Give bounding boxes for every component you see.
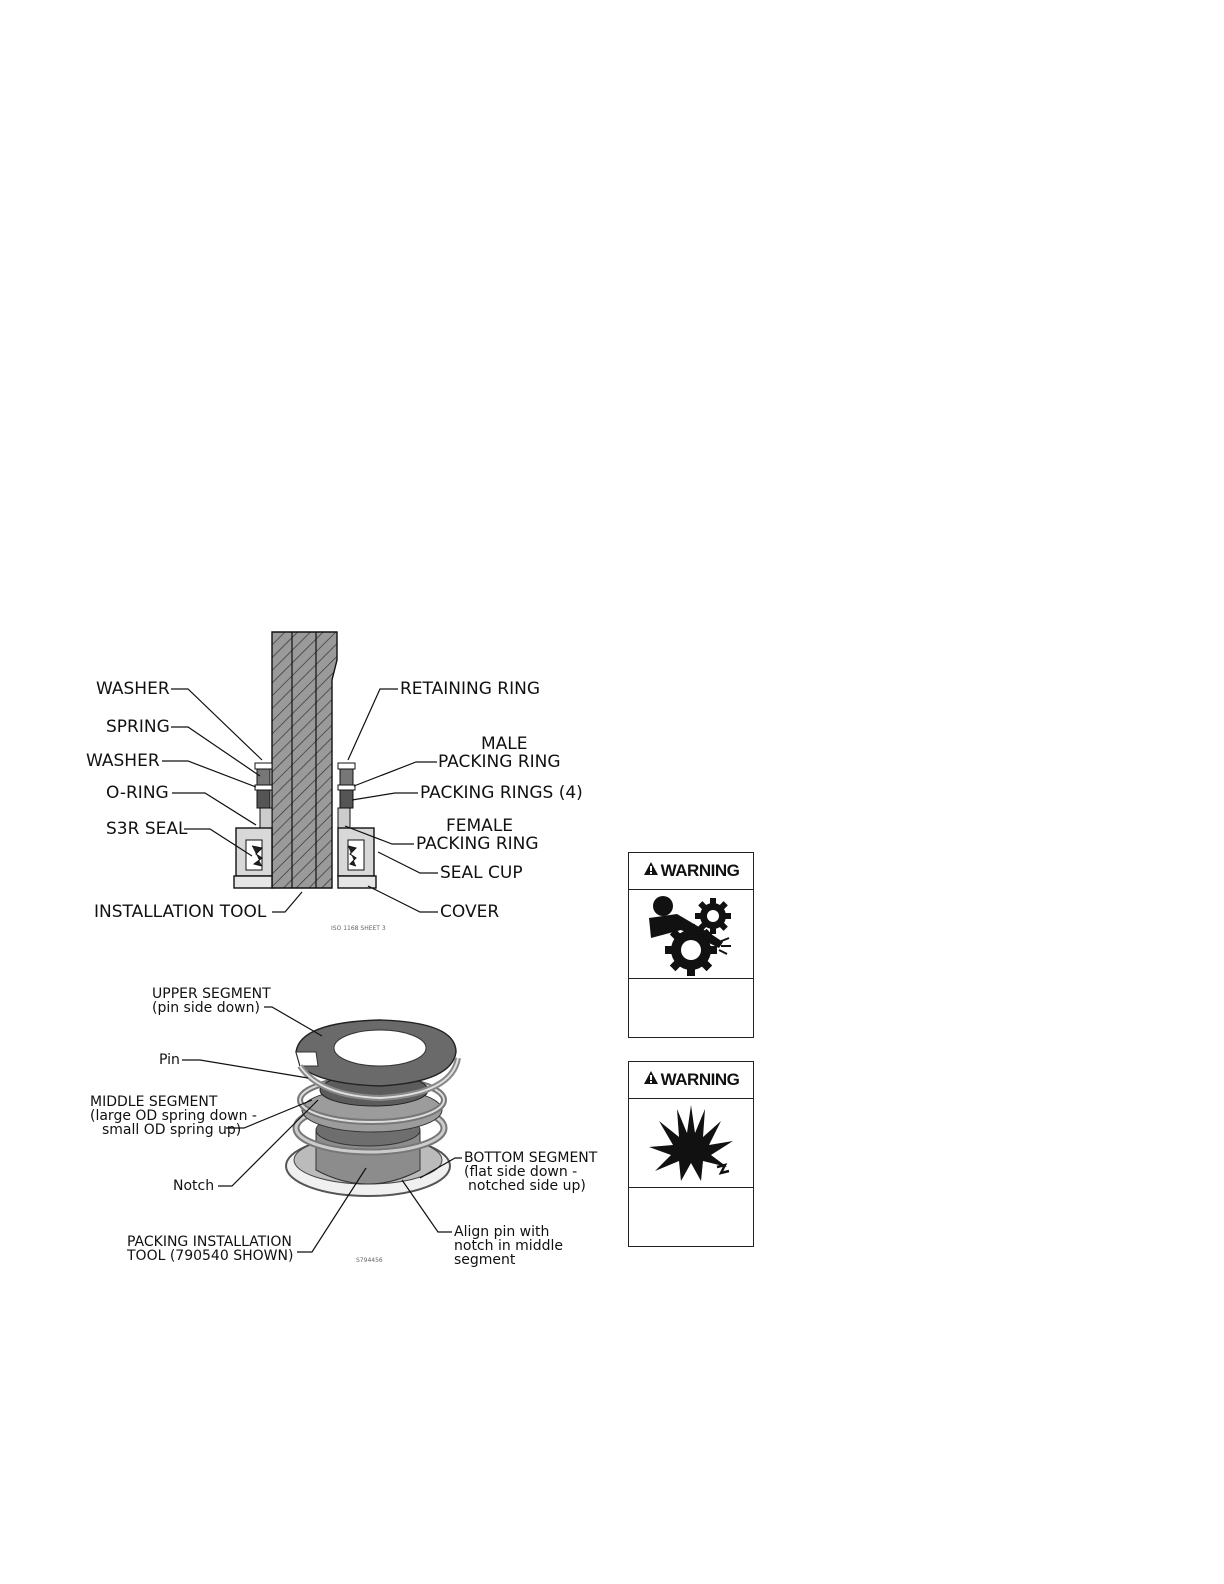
warning-label-entanglement bbox=[628, 852, 754, 1038]
label-upper-segment-1: UPPER SEGMENT bbox=[152, 986, 271, 1002]
explosion-icon bbox=[629, 1099, 753, 1188]
drawing-number-2: S794456 bbox=[356, 1257, 383, 1264]
label-o-ring: O-RING bbox=[106, 783, 169, 803]
label-pin: Pin bbox=[159, 1052, 180, 1068]
label-washer-top: WASHER bbox=[96, 679, 170, 699]
warning-heading-text: WARNING bbox=[660, 1070, 740, 1089]
label-installation-tool: INSTALLATION TOOL bbox=[94, 902, 267, 922]
label-align-2: notch in middle bbox=[454, 1238, 563, 1254]
right-packing-stack bbox=[338, 763, 376, 888]
warning-header bbox=[629, 1062, 753, 1099]
label-seal-cup: SEAL CUP bbox=[440, 863, 523, 883]
label-retaining-ring: RETAINING RING bbox=[400, 679, 541, 699]
warning-triangle-icon bbox=[643, 861, 659, 881]
label-spring: SPRING bbox=[106, 717, 170, 737]
label-middle-segment-1: MIDDLE SEGMENT bbox=[90, 1094, 218, 1110]
label-middle-segment-3: small OD spring up) bbox=[102, 1122, 242, 1138]
label-washer-bottom: WASHER bbox=[86, 751, 160, 771]
label-packing-rings: PACKING RINGS (4) bbox=[420, 783, 583, 803]
label-female-packing-ring-1: FEMALE bbox=[446, 816, 514, 836]
label-packing-tool-1: PACKING INSTALLATION bbox=[127, 1234, 292, 1250]
label-bottom-segment-3: notched side up) bbox=[468, 1178, 586, 1194]
left-packing-stack bbox=[234, 763, 272, 888]
entanglement-gears-icon bbox=[629, 890, 753, 979]
packing-installation-tool-diagram bbox=[0, 960, 620, 1300]
label-notch: Notch bbox=[173, 1178, 215, 1194]
installation-tool-rod bbox=[272, 632, 337, 888]
label-align-1: Align pin with bbox=[454, 1224, 550, 1240]
label-female-packing-ring-2: PACKING RING bbox=[416, 834, 539, 854]
label-bottom-segment-2: (flat side down - bbox=[464, 1164, 578, 1180]
label-bottom-segment-1: BOTTOM SEGMENT bbox=[464, 1150, 598, 1166]
warning-header bbox=[629, 853, 753, 890]
label-align-3: segment bbox=[454, 1252, 516, 1268]
packing-cross-section-diagram bbox=[0, 0, 620, 960]
label-s3r-seal: S3R SEAL bbox=[106, 819, 188, 839]
label-cover: COVER bbox=[440, 902, 500, 922]
label-middle-segment-2: (large OD spring down - bbox=[90, 1108, 257, 1124]
drawing-number-1: ISO 1168 SHEET 3 bbox=[331, 925, 386, 932]
label-male-packing-ring-1: MALE bbox=[481, 734, 528, 754]
warning-heading-text: WARNING bbox=[660, 861, 740, 880]
label-male-packing-ring-2: PACKING RING bbox=[438, 752, 561, 772]
label-packing-tool-2: TOOL (790540 SHOWN) bbox=[127, 1248, 294, 1264]
label-upper-segment-2: (pin side down) bbox=[152, 1000, 260, 1016]
warning-label-explosion bbox=[628, 1061, 754, 1247]
warning-triangle-icon bbox=[643, 1070, 659, 1090]
upper-segment bbox=[296, 1020, 458, 1098]
